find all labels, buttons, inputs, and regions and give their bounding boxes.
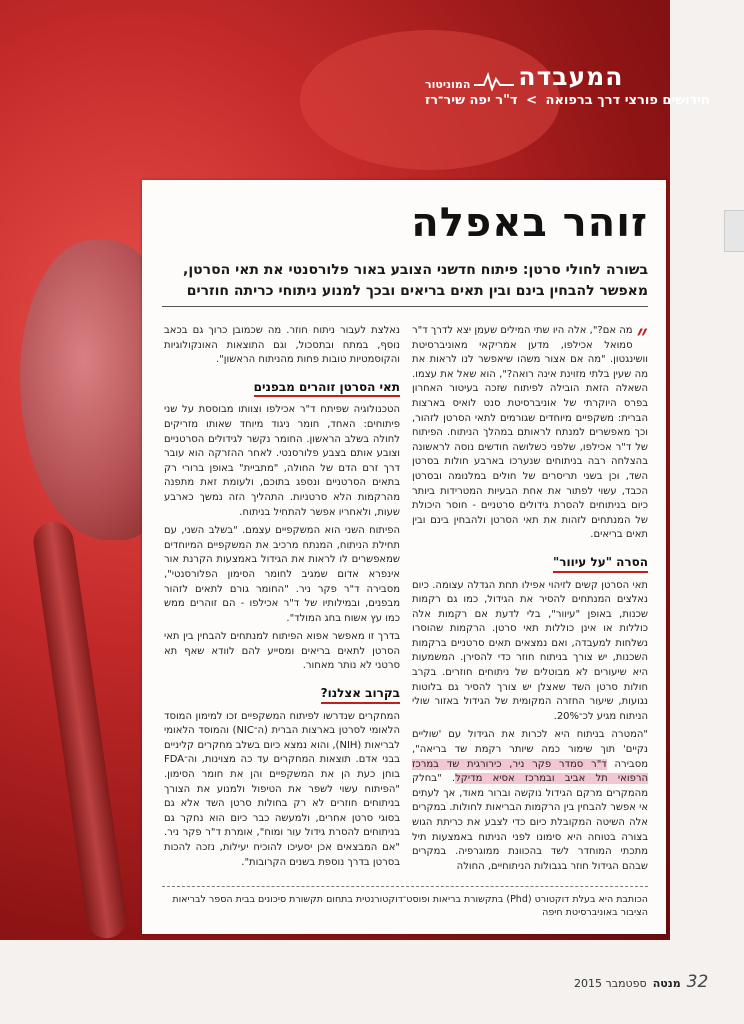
article-headline: זוהר באפלה [411,200,648,246]
paragraph: הטכנולוגיה שפיתח ד"ר אכילפו וצוותו מבוססת על שני פיתוחים: האחד, חומר ניגוד מיוחד שאותו מזריקים לחולה בשלב הראשון. החומר נקשר לגידולים הסרטניים וצובע אותם בצבע פלורסנטי. לאחר ההזרקה הוא עובר דרך זרם הדם של החולה, "מתביית" באופן ברורי רק בתאים הסרטניים ונספג בתוכם, ולעומת זאת מתפנה מהרקמות הלא סרטניות. התהליך הזה נמשך כארבע שעות, ולאחריו אפשר להתחיל בניתוח. [164,404,400,518]
paragraph: המחקרים שנדרשו לפיתוח המשקפיים זכו למימון המוסד הלאומי לסרטן בארצות הברית (ה־NIC) והמוסד הלאומי לבריאות (NIH), והוא נמצא כיום בשלב מחקרים קליניים בבני אדם. תוצאות המחקרים עד כה מצוינות, וה־FDA בוחן כעת הן את המשקפיים והן את חומר הסימון. "הפיתוח עשוי לשפר את הטיפול ולמנוע את הצורך בניתוחים חוזרים לא רק בחולות סרטן השד אלא גם בסוגי סרטן אחרים, ולמעשה כבר כיום הוא נחקר גם בניתוחים להסרת גידול עור ומוח", אומרת ד"ר פקר ניר. "אם המבצאים אכן יסעיכו להוכיח יעילות, נזכה להכות בסרטן בדרך נוספת בשנים הקרובות". [164,710,400,868]
page-folio [574,972,708,992]
article-column-right [412,318,648,878]
paragraph-text: מה אם?", אלה היו שתי המילים שעמן יצא לדרך ד"ר סמואל אכילפו, מדען אמריקאי מאוניברסיטת וושינגטון. "מה אם אצור משהו שיאפשר לנו לראות את מה שעין בלתי מזוינת אינה רואה?", הוא שאל את עצמו. השאלה הזאת הובילה לפיתוח שזכה בעיטור האחרון בפרס היוקרתי של אוניברסיטת סנט לואיס בארצות הברית: משקפיים מיוחדים שגורמים לתאי הסרטן לזהור, וכך מאפשרים למנתח לראותם במהלך הניתוח. הפיתוח של ד"ר אכילפו, שלפני כשלושה חודשים נוסה לראשונה בהצלחה רבה בניתוחים שנערכו בארבע חולות בסרטן השד, וכן בשני תריסרים של חולים במלנומה ובסרטן הכבד, עשוי לפתור את אחת הבעיות המטרידות ביותר כיום בניתוחים להסרת גידולים סרטניים - חוסר היכולת של המנתחים לזהות את תאי הסרטן ולהבחין בינם ובין תאים בריאים. [412,325,648,541]
section-subtitle: חידושים פורצי דרך ברפואה [545,93,710,108]
paragraph: הפיתוח השני הוא המשקפיים עצמם. "בשלב השני, עם תחילת הניתוח, המנתח מרכיב את המשקפיים המיוחדים שמאפשרים לו לראות את הגידול באמצעות הקרנת אור אינפרא אדום שמגיב לחומר הסימון הפלורסנטי", מסבירה ד"ר פקר ניר. "החומר גורם לתאים לזהור מבפנים, ובמילותיו של ד"ר אכילפו - הם זוהרים ממש כמו עץ אשוח בחג המולד". [164,525,400,624]
article-column-left [164,324,400,874]
section-header [425,62,710,108]
magazine-name: מנטה [652,977,681,990]
page-number: 32 [686,972,709,992]
heartbeat-icon [474,71,514,91]
author-footnote: הכותבת היא בעלת דוקטורט (Phd) בתקשורת בריאות ופוסט־דוקטורנטית בתחום תקשורת סיכונים בבית הספר לבריאות הציבור באוניברסיטת חיפה [162,886,648,919]
article-card [142,180,666,934]
section-subheader [425,93,710,108]
subheading: הסרה "על עיוור" [553,555,648,573]
page-margin [670,0,744,1024]
subheading: תאי הסרטן זוהרים מבפנים [254,380,400,398]
paragraph: בדרך זו מאפשר אפוא הפיתוח למנתחים להבחין בין תאי הסרטן לתאים בריאים ומסייע להם לוודא שאף תא סרטני לא נותר מאחור. [164,631,400,672]
paragraph [412,728,648,874]
section-title: המעבדה [518,62,624,91]
section-label: המוניטור [425,78,471,91]
subheading: בקרוב אצלנו? [321,686,400,704]
article-deck: בשורה לחולי סרטן: פיתוח חדשני הצובע באור פלורסנטי את תאי הסרטן, מאפשר להבחין בינם ובין תאים בריאים ובכך למנוע ניתוחי כריתה חוזרים [183,262,648,299]
paragraph: נאלצת לעבור ניתוח חוזר. מה שכמובן כרוך גם בכאב נוסף, במתח ובתסכול, וגם התוצאות האונקולוגיות והקוסמטיות טובות פחות מהניתוח הראשון". [164,325,400,366]
page-tab-marker [724,210,744,252]
paragraph-text: . "בחלק מהמקרים מרקם הגידול נוקשה וברור מאוד, אך לעתים אי אפשר להבחין בין הרקמות הבריאות לחולות. במקרים אלה השיטה המקובלת כיום כדי לצבע את כריתת הגוש בצורה בטוחה היא סימונו לפני הניתוח באמצעות תיל מתכתי המוחדר לשד בהכוונת ממוגרפיה. במקרים שבהם הגידול חוזר בגבולות הניתוחיים, החולה [412,773,648,872]
byline: ד"ר יפה שיר־רז [425,93,518,108]
separator: > [526,93,537,108]
quote-mark: ״ [636,318,648,353]
paragraph: תאי הסרטן קשים לזיהוי אפילו תחת הגדלה עצומה. כיום נאלצים המנתחים להסיר את הגידול, כמו גם רקמות שכנות, באופן "עיוור", בלי לדעת אם רקמות אלה כוללות או אינן כוללות תאי סרטן. הרקמות שהוסרו נשלחות למעבדה, ואם נמצאים תאים סרטניים ברקמות השכנות, יש צורך בניתוח חוזר כדי להסירן. המשמעות היא שיעורים לא מבוטלים של ניתוחים חוזרים. בקרב חולות סרטן השד שאצלן יש צורך להסיר גם בלוטות נגועות, שיעור החזרה המקומית של הגידול באזור שולי הניתוח מגיע לכ־20%. [412,579,648,722]
paragraph [412,318,648,543]
divider [162,306,648,307]
paragraph-text: "המטרה בניתוח היא לכרות את הגידול עם 'שוליים נקיים' תוך שימור כמה שיותר רקמת שד בריאה", מסבירה [412,729,648,770]
issue-date: ספטמבר 2015 [574,977,647,990]
vessel-illustration [31,519,129,940]
highlighted-text: ד"ר סמדר פקר ניר, כירורגית שד במרכז הרפואי תל אביב ובמרכז אסיא מדיקל [412,758,648,785]
